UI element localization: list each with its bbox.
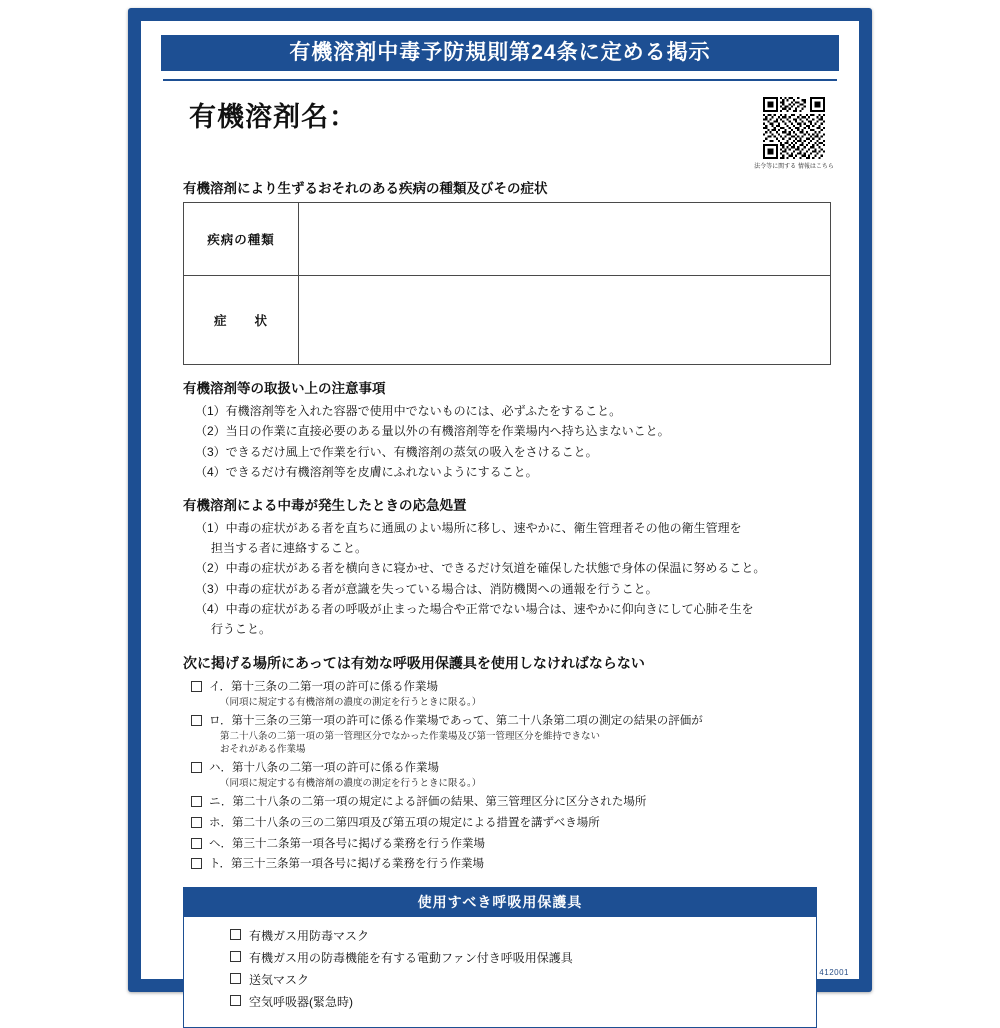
list-item[interactable] — [191, 836, 839, 853]
checkbox-ha[interactable] — [191, 762, 202, 773]
equipment-list — [184, 917, 816, 1027]
equipment-item-label: 有機ガス用の防毒機能を有する電動ファン付き呼吸用保護具 — [249, 950, 573, 965]
disease-type-value[interactable] — [299, 203, 831, 276]
list-item: （2）当日の作業に直接必要のある量以外の有機溶剤等を作業場内へ持ち込まないこと。 — [195, 424, 670, 439]
checkbox-powered-respirator[interactable] — [230, 951, 241, 962]
equipment-item-label: 空気呼吸器(緊急時) — [249, 994, 353, 1009]
protective-item-label: ホ．第二十八条の三の二第四項及び第五項の規定による措置を講ずべき場所 — [209, 816, 600, 829]
list-item-continuation: 行うこと。 — [211, 621, 272, 636]
qr-caption: 法令等に関する 情報はこちら — [754, 164, 834, 171]
list-item[interactable] — [191, 856, 839, 873]
handling-list — [195, 402, 839, 482]
list-item[interactable] — [230, 971, 816, 988]
list-item-continuation: 担当する者に連絡すること。 — [211, 541, 368, 556]
symptom-value[interactable] — [299, 276, 831, 365]
list-item: （3）中毒の症状がある者が意識を失っている場合は、消防機関への通報を行うこと。 — [195, 581, 658, 596]
symptom-label: 症 状 — [184, 276, 299, 365]
checkbox-air-line-mask[interactable] — [230, 973, 241, 984]
emergency-heading: 有機溶剤による中毒が発生したときの応急処置 — [183, 497, 467, 513]
sign-title: 有機溶剤中毒予防規則第24条に定める掲示 — [161, 35, 839, 71]
checkbox-gas-mask[interactable] — [230, 929, 241, 940]
list-item: （1）有機溶剤等を入れた容器で使用中でないものには、必ずふたをすること。 — [195, 404, 622, 419]
list-item[interactable] — [191, 760, 839, 790]
list-item[interactable] — [191, 679, 839, 709]
protective-item-label: ヘ．第三十二条第一項各号に掲げる業務を行う作業場 — [209, 837, 485, 850]
checkbox-to[interactable] — [191, 858, 202, 869]
protective-item-note: おそれがある作業場 — [220, 744, 306, 755]
checkbox-scba[interactable] — [230, 995, 241, 1006]
disease-table — [183, 202, 831, 365]
emergency-list — [195, 519, 839, 639]
checkbox-ni[interactable] — [191, 796, 202, 807]
list-item: （1）中毒の症状がある者を直ちに通風のよい場所に移し、速やかに、衛生管理者その他の衛生管理を — [195, 520, 742, 535]
title-divider — [163, 79, 837, 81]
list-item[interactable] — [191, 794, 839, 811]
solvent-name-row — [161, 95, 839, 171]
protective-item-label: ロ．第十三条の三第一項の許可に係る作業場であって、第二十八条第二項の測定の結果の評価が — [209, 715, 703, 728]
qr-code-icon[interactable] — [761, 95, 827, 161]
sign-content — [141, 21, 859, 1009]
checkbox-ho[interactable] — [191, 817, 202, 828]
equipment-panel — [183, 887, 817, 1028]
protective-item-note: （同項に規定する有機溶剤の濃度の測定を行うときに限る。） — [220, 696, 482, 708]
table-row — [184, 203, 831, 276]
protective-item-label: ト．第三十三条第一項各号に掲げる業務を行う作業場 — [209, 858, 484, 871]
sign-board — [128, 8, 872, 1009]
qr-block — [751, 95, 837, 171]
disease-type-label: 疾病の種類 — [184, 203, 299, 276]
list-item: （3）できるだけ風上で作業を行い、有機溶剤の蒸気の吸入をさけること。 — [195, 444, 598, 459]
table-row — [184, 276, 831, 365]
list-item: （4）できるだけ有機溶剤等を皮膚にふれないようにすること。 — [195, 464, 538, 479]
checkbox-i[interactable] — [191, 681, 202, 692]
list-item[interactable] — [191, 815, 839, 832]
equipment-item-label: 有機ガス用防毒マスク — [249, 928, 370, 943]
handling-heading: 有機溶剤等の取扱い上の注意事項 — [183, 381, 386, 397]
protective-heading: 次に掲げる場所にあっては有効な呼吸用保護具を使用しなければならない — [183, 655, 645, 672]
list-item[interactable] — [230, 949, 816, 966]
protective-item-label: ニ．第二十八条の二第一項の規定による評価の結果、第三管理区分に区分された場所 — [209, 796, 647, 809]
protective-checklist — [191, 679, 839, 873]
handling-section — [161, 377, 839, 482]
equipment-heading: 使用すべき呼吸用保護具 — [184, 888, 816, 917]
solvent-name-label: 有機溶剤名： — [189, 102, 357, 133]
list-item: （4）中毒の症状がある者の呼吸が止まった場合や正常でない場合は、速やかに仰向きにして心肺そ生を — [195, 601, 754, 616]
list-item: （2）中毒の症状がある者を横向きに寝かせ、できるだけ気道を確保した状態で身体の保温に努めること。 — [195, 561, 766, 576]
list-item[interactable] — [230, 927, 816, 944]
emergency-section — [161, 494, 839, 639]
equipment-item-label: 送気マスク — [249, 972, 310, 987]
product-code: 412001 — [819, 968, 849, 977]
checkbox-ro[interactable] — [191, 715, 202, 726]
protective-item-label: ハ．第十八条の二第一項の許可に係る作業場 — [209, 762, 439, 775]
protective-item-note: 第二十八条の二第一項の第一管理区分でなかった作業場及び第一管理区分を維持できない — [220, 730, 601, 742]
list-item[interactable] — [230, 993, 816, 1010]
list-item[interactable] — [191, 713, 839, 756]
protective-item-note: （同項に規定する有機溶剤の濃度の測定を行うときに限る。） — [220, 777, 482, 789]
protective-item-label: イ．第十三条の二第一項の許可に係る作業場 — [209, 681, 438, 694]
disease-section-heading: 有機溶剤により生ずるおそれのある疾病の種類及びその症状 — [183, 181, 548, 197]
checkbox-he[interactable] — [191, 838, 202, 849]
